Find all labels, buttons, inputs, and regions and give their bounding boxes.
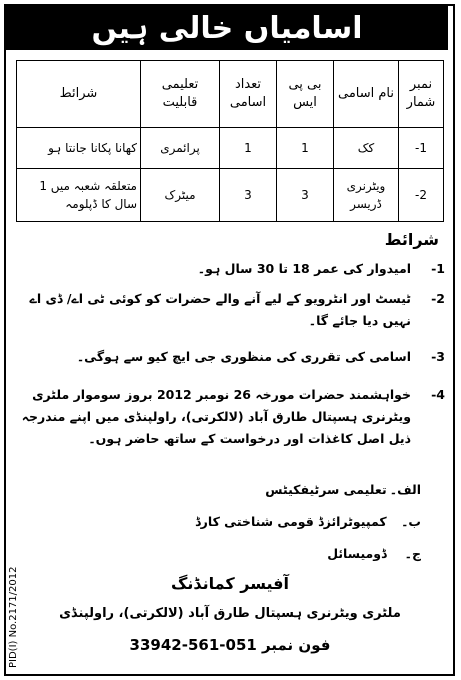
condition-text: ٹیسٹ اور انٹرویو کے لیے آنے والے حضرات کو کوئی ٹی اے/ ڈی اے نہیں دیا جائے گا۔ <box>29 291 411 328</box>
condition-text: اسامی کی تقرری کی منظوری جی ایچ کیو سے ہوگی۔ <box>76 349 411 364</box>
cell-serial: 1- <box>399 128 444 169</box>
cell-serial: 2- <box>399 169 444 222</box>
header-serial: نمبر شمار <box>399 61 444 128</box>
document-text: کمپیوٹرائزڈ قومی شناختی کارڈ <box>195 514 387 529</box>
document-label: ب۔ <box>401 514 421 529</box>
cell-conditions: متعلقہ شعبہ میں 1 سال کا ڈپلومہ <box>17 169 141 222</box>
condition-item <box>21 384 445 450</box>
condition-item <box>21 288 445 332</box>
document-text: تعلیمی سرٹیفکیٹس <box>265 482 387 497</box>
cell-qualification: میٹرک <box>141 169 220 222</box>
table-row <box>17 169 444 222</box>
pid-number: PID(I) No.2171/2012 <box>8 566 19 668</box>
header-count: تعداد اسامی <box>220 61 277 128</box>
signature-address: ملٹری ویٹرنری ہسپتال طارق آباد (لالکرتی)، راولپنڈی <box>59 606 401 621</box>
cell-count: 1 <box>220 128 277 169</box>
condition-item <box>21 258 445 280</box>
condition-item <box>21 346 445 368</box>
signature-phone: فون نمبر 051-561-33942 <box>129 636 331 654</box>
cell-count: 3 <box>220 169 277 222</box>
condition-number: 2- <box>431 291 445 306</box>
cell-post: کک <box>334 128 399 169</box>
condition-text: خواہشمند حضرات مورخہ 26 نومبر 2012 بروز سوموار ملٹری ویٹرنری ہسپتال طارق آباد (لالکرتی)، راولپنڈی میں اپنے مندرجہ ذیل اصل کاغذات اور درخواست کے ساتھ حاضر ہوں۔ <box>21 387 411 446</box>
table-row <box>17 128 444 169</box>
document-text: ڈومیسائل <box>327 546 387 561</box>
condition-number: 3- <box>431 349 445 364</box>
document-label: ج۔ <box>404 546 421 561</box>
document-label: الف۔ <box>389 482 421 497</box>
condition-number: 1- <box>431 261 445 276</box>
header-bps: بی پی ایس <box>277 61 334 128</box>
cell-post: ویٹرنری ڈریسر <box>334 169 399 222</box>
banner-title: اسامیاں خالی ہیں <box>6 6 448 50</box>
cell-bps: 3 <box>277 169 334 222</box>
signature-title: آفیسر کمانڈنگ <box>171 574 289 593</box>
condition-number: 4- <box>431 387 445 402</box>
header-qualification: تعلیمی قابلیت <box>141 61 220 128</box>
document-item <box>327 546 421 561</box>
cell-qualification: پرائمری <box>141 128 220 169</box>
cell-conditions: کھانا پکانا جانتا ہو <box>17 128 141 169</box>
document-item <box>265 482 421 497</box>
header-post: نام اسامی <box>334 61 399 128</box>
cell-bps: 1 <box>277 128 334 169</box>
header-conditions: شرائط <box>17 61 141 128</box>
conditions-heading: شرائط <box>384 230 439 249</box>
vacancy-table <box>16 60 444 222</box>
table-header-row <box>17 61 444 128</box>
condition-text: امیدوار کی عمر 18 تا 30 سال ہو۔ <box>197 261 411 276</box>
document-item <box>195 514 421 529</box>
